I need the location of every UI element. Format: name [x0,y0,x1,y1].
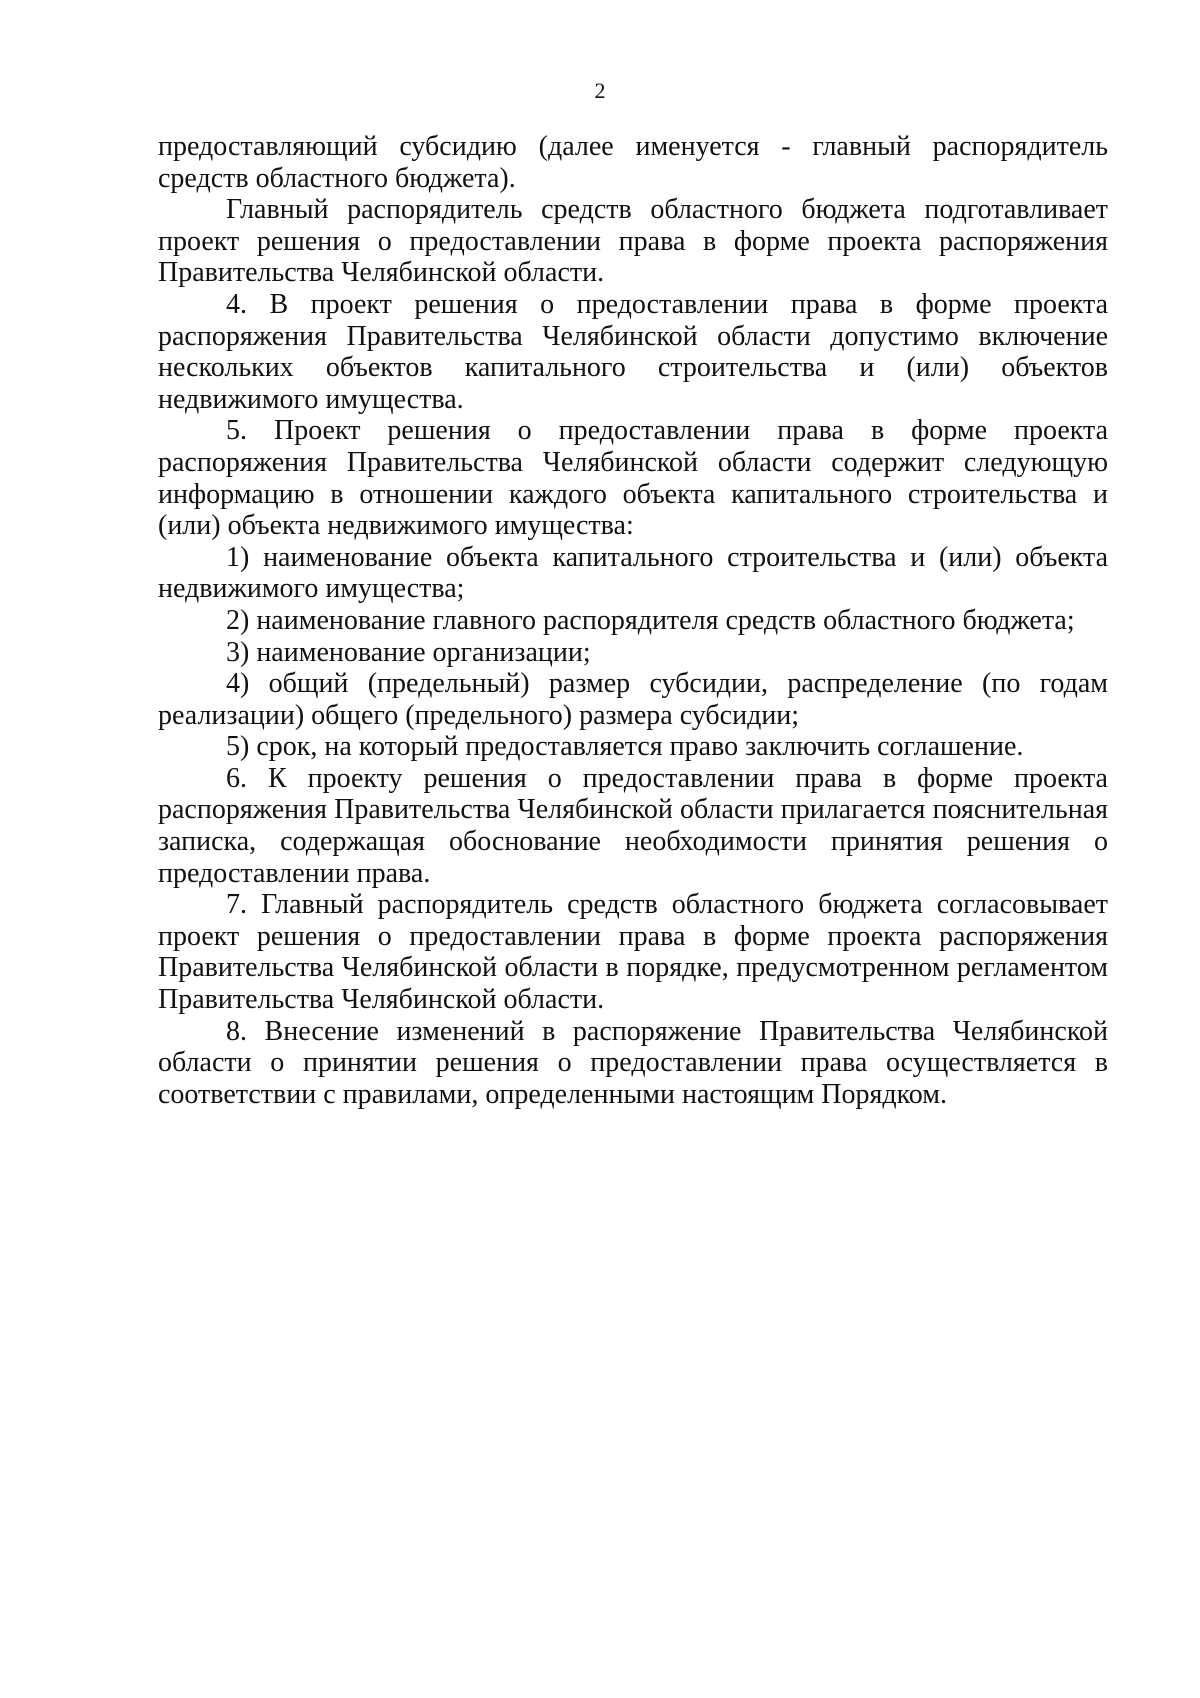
paragraph-item-8: 8. Внесение изменений в распоряжение Правительства Челябинской области о принятии решения о предоставлении права осуществляется в соответствии с правилами, определенными настоящим Порядком. [158,1015,1108,1110]
document-body [158,131,1108,1110]
paragraph-item-4: 4. В проект решения о предоставлении права в форме проекта распоряжения Правительства Челябинской области допустимо включение нескольких объектов капитального строительства и (или) объектов недвижимого имущества. [158,288,1108,415]
paragraph: Главный распорядитель средств областного бюджета подготавливает проект решения о предоставлении права в форме проекта распоряжения Правительства Челябинской области. [158,194,1108,289]
paragraph-item-7: 7. Главный распорядитель средств областного бюджета согласовывает проект решения о предоставлении права в форме проекта распоряжения Правительства Челябинской области в порядке, предусмотренном регламентом Правительства Челябинской области. [158,889,1108,1016]
subitem-3: 3) наименование организации; [226,636,591,668]
paragraph-item-6: 6. К проекту решения о предоставлении права в форме проекта распоряжения Правительства Челябинской области прилагается пояснительная записка, содержащая обоснование необходимости принятия решения о предоставлении права. [158,762,1108,889]
paragraph-continuation: предоставляющий субсидию (далее именуется - главный распорядитель средств областного бюджета). [158,131,1108,194]
page-number: 2 [594,78,606,103]
subitem-2: 2) наименование главного распорядителя средств областного бюджета; [226,604,1075,636]
subitem-1: 1) наименование объекта капитального строительства и (или) объекта недвижимого имущества; [158,541,1108,605]
subitem-4: 4) общий (предельный) размер субсидии, распределение (по годам реализации) общего (предельного) размера субсидии; [158,668,1108,731]
paragraph-item-5: 5. Проект решения о предоставлении права в форме проекта распоряжения Правительства Челябинской области содержит следующую информацию в отношении каждого объекта капитального строительства и (или) объекта недвижимого имущества: [158,415,1108,542]
subitem-5: 5) срок, на который предоставляется право заключить соглашение. [226,731,1024,763]
